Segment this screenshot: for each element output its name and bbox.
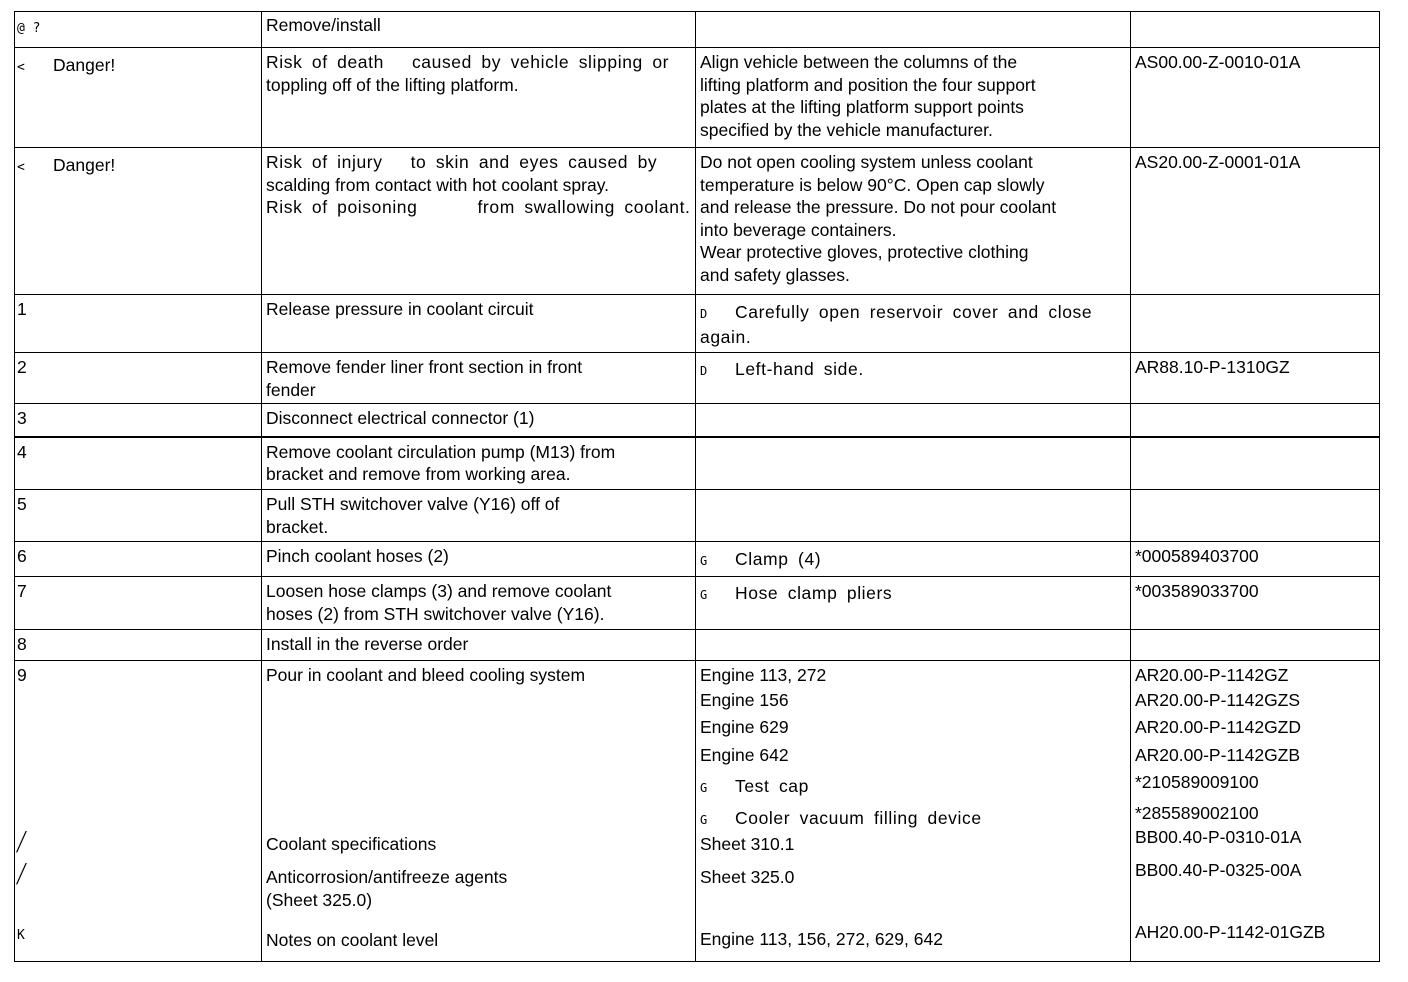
danger-ref-cell [1131,148,1380,295]
document-reference: AR20.00-P-1142GZB [1135,744,1301,765]
header-title: Remove/install [266,15,381,35]
document-reference: AR88.10-P-1310GZ [1135,357,1290,377]
risk-text: to skin and eyes caused by [410,152,658,172]
step-text: Pour in coolant and bleed cooling system [266,665,586,685]
header-symbol-cell [15,12,262,48]
step-note-cell [696,490,1131,542]
step-number: 3 [17,408,27,428]
danger-row-1 [15,48,1380,148]
instruction-line: plates at the lifting platform support points [700,97,1024,117]
danger-row-2 [15,148,1380,295]
step-number-cell [15,404,262,437]
specification-icon: / [14,859,28,889]
danger-risk-cell [262,148,696,295]
step-note-cell [696,437,1131,490]
danger-instructions-cell [696,48,1131,148]
document-reference: AH20.00-P-1142-01GZB [1135,922,1326,942]
instruction-line: Wear protective gloves, protective clothing [700,242,1029,262]
step-number-cell [15,295,262,353]
step-text: Pull STH switchover valve (Y16) off of bracket. [266,494,560,537]
step-number: 9 [17,665,27,685]
document-reference: AS00.00-Z-0010-01A [1135,52,1301,72]
spec-text: Coolant specifications [266,834,437,854]
engine-variant: Engine 113, 272 [700,665,827,685]
instruction-line: temperature is below 90°C. Open cap slowly [700,174,1045,195]
step-ref-cell [1131,295,1380,353]
risk-text-line2: toppling off of the lifting platform. [266,74,519,95]
step-ref-cell [1131,542,1380,577]
step-number: 6 [17,546,27,566]
header-title-cell [262,12,696,48]
step-row [15,353,1380,404]
document-reference: BB00.40-P-0325-00A [1135,860,1302,880]
step-number-cell [15,490,262,542]
step-number-cell [15,630,262,661]
danger-label-cell [15,148,262,295]
warning-icon: < [17,160,25,175]
step-number: 5 [17,494,27,514]
header-ref-cell [1131,12,1380,48]
step-text: Release pressure in coolant circuit [266,299,534,319]
step-number: 4 [17,441,27,462]
engine-variant: Engine 156 [700,689,789,710]
document-reference: AS20.00-Z-0001-01A [1135,152,1301,172]
step-row [15,577,1380,630]
spec-text: Notes on coolant level [266,929,439,950]
step-ref-cell [1131,577,1380,630]
step-text: Disconnect electrical connector (1) [266,408,535,428]
step-row-9 [15,661,1380,962]
note-icon: K [17,928,25,943]
step-text-cell [262,542,696,577]
step-text-cell [262,437,696,490]
instruction-line: Align vehicle between the columns of the [700,52,1018,72]
step-number: 8 [17,634,27,654]
engine-variant: Engine 629 [700,717,789,737]
danger-label-cell [15,48,262,148]
step-number-cell [15,437,262,490]
step-text-cell [262,295,696,353]
step-ref-cell [1131,661,1380,962]
step-text-cell [262,630,696,661]
step-text-cell [262,353,696,404]
spec-detail: Sheet 325.0 [700,867,795,887]
specification-icon: / [14,827,28,857]
step-ref-cell [1131,490,1380,542]
spec-detail: Sheet 310.1 [700,834,795,854]
step-row [15,295,1380,353]
step-number: 1 [17,299,27,319]
note-icon: D [700,307,708,321]
step-text-cell [262,404,696,437]
instruction-line: and release the pressure. Do not pour coolant [700,197,1057,217]
step-note: Carefully open reservoir cover and close again. [700,302,1093,347]
step-number: 2 [17,357,27,377]
document-reference: AR20.00-P-1142GZS [1135,689,1301,710]
danger-risk-cell [262,48,696,148]
risk-text: from swallowing coolant. [477,197,691,217]
risk-heading: Risk of poisoning [266,197,418,217]
tool-part-number: *003589033700 [1135,581,1259,601]
risk-heading: Risk of injury [266,152,383,172]
tool-icon: G [700,781,708,795]
instruction-line: lifting platform and position the four support [700,74,1036,95]
instruction-line: specified by the vehicle manufacturer. [700,119,993,140]
tool-part-number: *285589002100 [1135,802,1259,823]
instruction-line: and safety glasses. [700,264,850,285]
step-note-cell [696,295,1131,353]
risk-text-line2: scalding from contact with hot coolant spray. [266,174,610,195]
step-note-cell [696,353,1131,404]
step-row [15,630,1380,661]
step-note-cell [696,630,1131,661]
step-number-cell [15,661,262,962]
risk-text: caused by vehicle slipping or [411,52,670,72]
danger-label: Danger! [53,55,116,75]
tool-name: Clamp (4) [735,549,822,569]
step-number-cell [15,542,262,577]
step-tool-cell [696,542,1131,577]
tool-part-number: *210589009100 [1135,772,1259,792]
step-note: Left-hand side. [735,359,864,379]
note-icon: D [700,364,708,378]
step-text: Remove coolant circulation pump (M13) from bracket and remove from working area. [266,441,616,484]
step-text-cell [262,661,696,962]
header-empty-cell [696,12,1131,48]
step-text-cell [262,490,696,542]
step-ref-cell [1131,630,1380,661]
step-row [15,490,1380,542]
document-reference: BB00.40-P-0310-01A [1135,827,1302,847]
engine-variant: Engine 642 [700,744,789,765]
danger-ref-cell [1131,48,1380,148]
step-tool-cell [696,577,1131,630]
document-reference: AR20.00-P-1142GZD [1135,717,1302,737]
header-symbols: @ ? [17,21,41,36]
step-ref-cell [1131,437,1380,490]
tool-name: Hose clamp pliers [735,583,893,603]
step-note-cell [696,404,1131,437]
step-row [15,404,1380,437]
step-detail-cell [696,661,1131,962]
step-text: Pinch coolant hoses (2) [266,546,449,566]
tool-icon: G [700,554,708,568]
step-text: Remove fender liner front section in front fender [266,357,583,400]
header-row [15,12,1380,48]
step-row [15,437,1380,490]
danger-instructions-cell [696,148,1131,295]
step-text: Install in the reverse order [266,634,469,654]
document-reference: AR20.00-P-1142GZ [1135,665,1289,685]
step-number-cell [15,353,262,404]
tool-name: Test cap [735,776,809,796]
step-ref-cell [1131,353,1380,404]
tool-icon: G [700,588,708,602]
step-row [15,542,1380,577]
step-number-cell [15,577,262,630]
risk-heading: Risk of death [266,52,384,72]
instruction-line: into beverage containers. [700,219,897,240]
tool-name: Cooler vacuum filling device [735,807,982,828]
tool-icon: G [700,812,708,827]
warning-icon: < [17,60,25,75]
spec-text-line2: (Sheet 325.0) [266,889,373,910]
step-text-cell [262,577,696,630]
step-ref-cell [1131,404,1380,437]
danger-label: Danger! [53,155,116,175]
step-number: 7 [17,581,27,601]
instruction-line: Do not open cooling system unless coolant [700,152,1033,172]
spec-detail: Engine 113, 156, 272, 629, 642 [700,929,943,949]
tool-part-number: *000589403700 [1135,546,1259,566]
step-text: Loosen hose clamps (3) and remove coolant hoses (2) from STH switchover valve (Y16). [266,581,612,624]
spec-text: Anticorrosion/antifreeze agents [266,867,508,887]
procedure-table [14,11,1380,962]
